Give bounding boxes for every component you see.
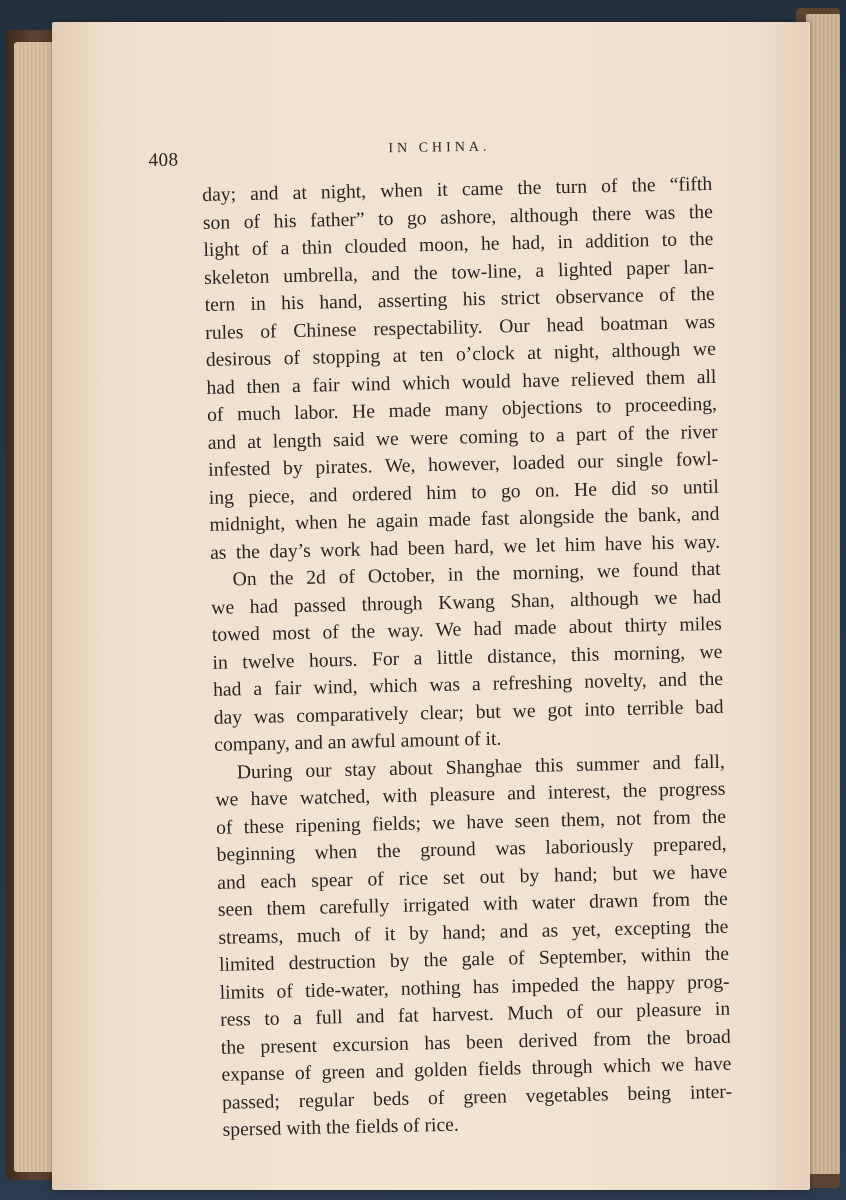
text-line: we had passed through Kwang Shan, although we had [211, 586, 722, 619]
text-line: limited destruction by the gale of September, within the [218, 943, 730, 976]
text-line: as the day’s work had been hard, we let him have his way. [209, 531, 721, 564]
text-line: limits of tide-water, nothing has impeded the happy prog- [219, 971, 730, 1004]
text-line: day was comparatively clear; but we got into terrible bad [213, 696, 724, 729]
text-line: of these ripening fields; we have seen them, not from the [215, 806, 727, 839]
text-line: desirous of stopping at ten o’clock at night, although we [205, 338, 717, 371]
text-line: had a fair wind, which was a refreshing novelty, and the [212, 668, 724, 701]
text-line: had then a fair wind which would have relieved them all [206, 366, 717, 399]
text-line: of much labor. He made many objections to proceeding, [206, 393, 718, 426]
text-line: day; and at night, when it came the turn of the “fifth [202, 173, 713, 206]
page-number: 408 [148, 149, 179, 171]
text-line: midnight, when he again made fast alongside the bank, and [209, 503, 720, 536]
paragraph-end-line: company, and an awful amount of it. [214, 728, 502, 756]
page-edges-right [806, 14, 840, 1174]
text-line: rules of Chinese respectability. Our head boatman was [205, 311, 716, 344]
body-text [202, 171, 743, 1145]
text-line: seen them carefully irrigated with water drawn from the [217, 888, 728, 921]
text-line: ing piece, and ordered him to go on. He did so until [208, 476, 720, 509]
running-head: IN CHINA. [388, 139, 491, 157]
text-line: in twelve hours. For a little distance, this morning, we [212, 641, 723, 674]
text-line: beginning when the ground was laboriously prepared, [216, 833, 727, 866]
text-line: expanse of green and golden fields through which we have [221, 1053, 732, 1086]
text-line: and each spear of rice set out by hand; but we have [217, 861, 728, 894]
text-line: towed most of the way. We had made about thirty miles [211, 613, 723, 646]
text-line: we have watched, with pleasure and interest, the progress [215, 778, 726, 811]
text-line: and at length said we were coming to a part of the river [207, 421, 718, 454]
text-line: passed; regular beds of green vegetables being inter- [221, 1081, 733, 1114]
text-line: infested by pirates. We, however, loaded our single fowl- [208, 448, 719, 481]
text-line: tern in his hand, asserting his strict observance of the [204, 283, 715, 316]
text-line: the present excursion has been derived from the broad [220, 1026, 731, 1059]
paragraph-start-line: On the 2d of October, in the morning, we found that [232, 558, 721, 591]
paragraph-start-line: During our stay about Shanghae this summer and fall, [236, 751, 726, 783]
text-line: son of his father” to go ashore, although there was the [202, 201, 714, 234]
text-line: streams, much of it by hand; and as yet, excepting the [218, 916, 729, 949]
text-line: light of a thin clouded moon, he had, in addition to the [203, 228, 714, 261]
paragraph-end-line: spersed with the fields of rice. [222, 1114, 460, 1141]
text-line: skeleton umbrella, and the tow-line, a lighted paper lan- [203, 256, 715, 289]
text-line: ress to a full and fat harvest. Much of our pleasure in [220, 998, 731, 1031]
